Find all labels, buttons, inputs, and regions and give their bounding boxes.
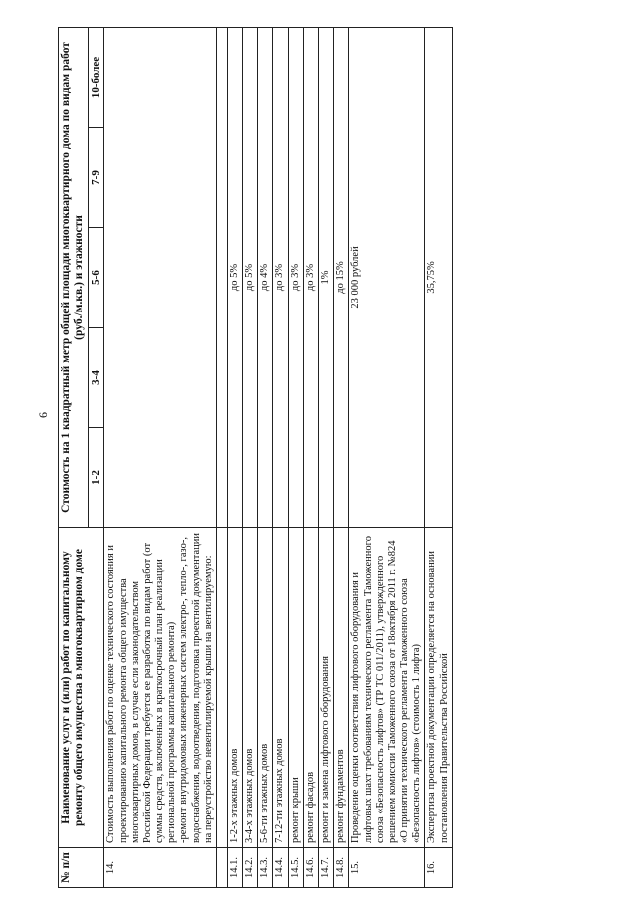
rotated-table-sheet bbox=[58, 28, 578, 888]
header-name: Наименование услуг и (или) работ по капитальному ремонту общего имущества в многоквартирном доме bbox=[59, 528, 104, 848]
floor-header: 1-2 bbox=[88, 428, 104, 528]
table-header-row bbox=[59, 27, 89, 887]
row-number bbox=[216, 848, 227, 888]
row-value: до 4% bbox=[258, 27, 273, 527]
row-number: 16. bbox=[425, 848, 452, 888]
table-row bbox=[349, 27, 425, 887]
table-row bbox=[288, 27, 303, 887]
table-row bbox=[303, 27, 318, 887]
row-number: 14.6. bbox=[303, 848, 318, 888]
row-name: ремонт фасадов bbox=[303, 528, 318, 848]
row-name bbox=[216, 528, 227, 848]
row-name: ремонт крыши bbox=[288, 528, 303, 848]
table-row bbox=[425, 27, 452, 887]
row-name: 7-12-ти этажных домов bbox=[273, 528, 288, 848]
table-row bbox=[227, 27, 242, 887]
row-name: ремонт фундаментов bbox=[334, 528, 349, 848]
table-row bbox=[216, 27, 227, 887]
row-value bbox=[104, 27, 217, 527]
row-number: 14.3. bbox=[258, 848, 273, 888]
row-name: Проведение оценки соответствия лифтового оборудования и лифтовых шахт требованиям технического регламента Таможенного союза «Безопасность лифтов» (ТР ТС 011/2011), утвержденного решением комиссии Таможенного союза от 18октября 2011 г. №824 «О принятии технического регламента Таможенного союза «Безопасность лифтов» (стоимость 1 лифта) bbox=[349, 528, 425, 848]
row-value: до 3% bbox=[288, 27, 303, 527]
page-number: 6 bbox=[36, 412, 50, 418]
floor-header: 10-более bbox=[88, 27, 104, 127]
cost-table bbox=[58, 27, 453, 888]
row-name: 5-6-ти этажных домов bbox=[258, 528, 273, 848]
row-value: до 3% bbox=[273, 27, 288, 527]
table-row bbox=[258, 27, 273, 887]
row-name: 1-2-х этажных домов bbox=[227, 528, 242, 848]
row-name: ремонт и замена лифтового оборудования bbox=[318, 528, 333, 848]
row-value: до 5% bbox=[227, 27, 242, 527]
row-value: 1% bbox=[318, 27, 333, 527]
floor-header: 5-6 bbox=[88, 228, 104, 328]
row-number: 14. bbox=[104, 848, 217, 888]
table-row bbox=[273, 27, 288, 887]
row-value: до 3% bbox=[303, 27, 318, 527]
row-name: 3-4-х этажных домов bbox=[243, 528, 258, 848]
header-no: № п/п bbox=[59, 848, 104, 888]
table-row bbox=[243, 27, 258, 887]
row-number: 14.8. bbox=[334, 848, 349, 888]
row-number: 14.5. bbox=[288, 848, 303, 888]
table-row bbox=[104, 27, 217, 887]
row-value: 35,75% bbox=[425, 27, 452, 527]
row-number: 14.1. bbox=[227, 848, 242, 888]
floor-header: 7-9 bbox=[88, 128, 104, 228]
row-number: 14.7. bbox=[318, 848, 333, 888]
row-number: 14.4. bbox=[273, 848, 288, 888]
table-row bbox=[318, 27, 333, 887]
table-row bbox=[334, 27, 349, 887]
row-value: 23 000 рублей bbox=[349, 27, 425, 527]
row-value: до 5% bbox=[243, 27, 258, 527]
row-number: 14.2. bbox=[243, 848, 258, 888]
row-number: 15. bbox=[349, 848, 425, 888]
header-cost: Стоимость на 1 квадратный метр общей площади многоквартирного дома по видам работ (руб./м.кв.) и этажности bbox=[59, 27, 89, 527]
row-name: Экспертиза проектной документации определяется на основании постановления Правительства Российской bbox=[425, 528, 452, 848]
row-name: Стоимость выполнения работ по оценке технического состояния и проектированию капитального ремонта общего имущества многоквартирных домов, в случае если законодательством Российской Федерации требуется ее разработка по видам работ (от суммы средств, включенных в краткосрочный план реализации региональной программы капитального ремонта) -ремонт внутридомовых инженерных систем электро-, тепло-, газо-, водоснабжения, водоотведения, подготовка проектной документации на переустройство невентилируемой крыши на вентилируемую: bbox=[104, 528, 217, 848]
row-value bbox=[216, 27, 227, 527]
floor-header: 3-4 bbox=[88, 328, 104, 428]
row-value: до 15% bbox=[334, 27, 349, 527]
